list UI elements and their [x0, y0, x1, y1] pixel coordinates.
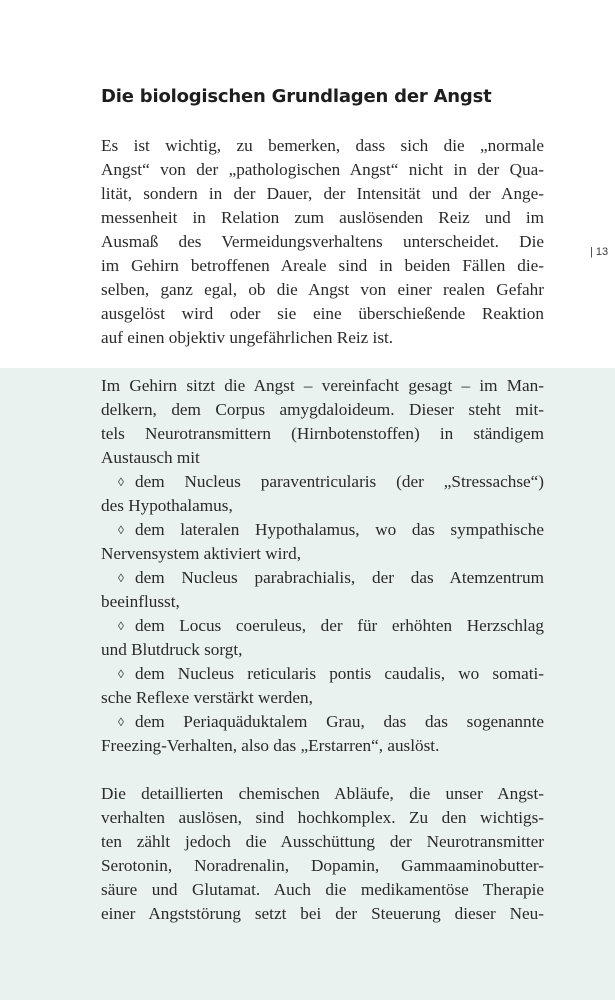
text-line: ausgelöst wird oder sie eine überschießende Reaktion — [101, 304, 544, 323]
diamond-bullet-icon: ◊ — [118, 667, 124, 681]
text-line: delkern, dem Corpus amygdaloideum. Dieser steht mit- — [101, 400, 544, 419]
text-line: verhalten auslösen, sind hochkomplex. Zu den wichtigs- — [101, 808, 544, 827]
list-item-continuation: Nervensystem aktiviert wird, — [101, 544, 301, 563]
section-heading: Die biologischen Grundlagen der Angst — [101, 86, 492, 107]
page-number: | 13 — [590, 246, 609, 258]
list-item: ◊ dem Nucleus reticularis pontis caudalis, wo somati- — [118, 662, 544, 686]
list-item-continuation: und Blutdruck sorgt, — [101, 640, 243, 659]
text-line: selben, ganz egal, ob die Angst von einer realen Gefahr — [101, 280, 544, 299]
text-line: Im Gehirn sitzt die Angst – vereinfacht gesagt – im Man- — [101, 376, 544, 395]
text-line: Angst“ von der „pathologischen Angst“ nicht in der Qua- — [101, 160, 544, 179]
text-line: Serotonin, Noradrenalin, Dopamin, Gammaaminobutter- — [101, 856, 544, 875]
text-line: messenheit in Relation zum auslösenden Reiz und im — [101, 208, 544, 227]
list-item-continuation: sche Reflexe verstärkt werden, — [101, 688, 313, 707]
diamond-bullet-icon: ◊ — [118, 475, 124, 489]
diamond-bullet-icon: ◊ — [118, 619, 124, 633]
list-item: ◊ dem Nucleus paraventricularis (der „Stressachse“) — [118, 470, 544, 494]
list-item: ◊ dem Periaquäduktalem Grau, das das sogenannte — [118, 710, 544, 734]
list-item-continuation: beeinflusst, — [101, 592, 180, 611]
text-line: Die detaillierten chemischen Abläufe, die unser Angst- — [101, 784, 544, 803]
text-line: Es ist wichtig, zu bemerken, dass sich die „normale — [101, 136, 544, 155]
diamond-bullet-icon: ◊ — [118, 715, 124, 729]
list-item: ◊ dem Nucleus parabrachialis, der das Atemzentrum — [118, 566, 544, 590]
text-line: Ausmaß des Vermeidungsverhaltens unterscheidet. Die — [101, 232, 544, 251]
text-line: ten zählt jedoch die Ausschüttung der Neurotransmitter — [101, 832, 544, 851]
list-item: ◊ dem lateralen Hypothalamus, wo das sympathische — [118, 518, 544, 542]
text-line: lität, sondern in der Dauer, der Intensität und der Ange- — [101, 184, 544, 203]
diamond-bullet-icon: ◊ — [118, 523, 124, 537]
list-item: ◊ dem Locus coeruleus, der für erhöhten Herzschlag — [118, 614, 544, 638]
diamond-bullet-icon: ◊ — [118, 571, 124, 585]
text-line: im Gehirn betroffenen Areale sind in beiden Fällen die- — [101, 256, 544, 275]
list-item-continuation: Freezing-Verhalten, also das „Erstarren“, auslöst. — [101, 736, 440, 755]
text-line: tels Neurotransmittern (Hirnbotenstoffen) in ständigem — [101, 424, 544, 443]
list-item-continuation: des Hypothalamus, — [101, 496, 233, 515]
text-line: einer Angststörung setzt bei der Steuerung dieser Neu- — [101, 904, 544, 923]
text-line: säure und Glutamat. Auch die medikamentöse Therapie — [101, 880, 544, 899]
text-line: auf einen objektiv ungefährlichen Reiz ist. — [101, 328, 394, 347]
text-line: Austausch mit — [101, 448, 200, 467]
